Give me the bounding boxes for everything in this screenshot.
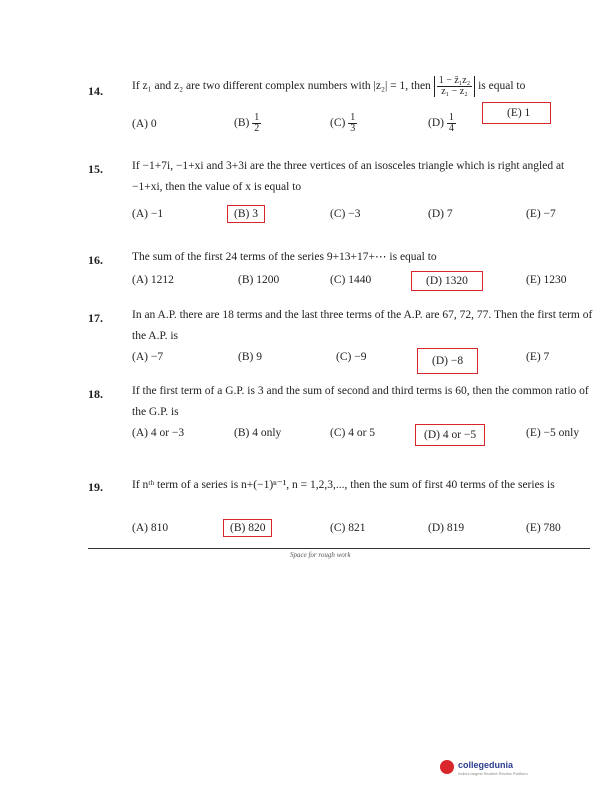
question-text: If −1+7i, −1+xi and 3+3i are the three vertices of an isosceles triangle which is right angled at −1+xi, then the value of x is equal to (132, 160, 565, 193)
question-number: 16. (88, 253, 103, 267)
options (132, 351, 602, 371)
option-d: (D) 819 (428, 522, 465, 534)
question-number: 15. (88, 162, 103, 176)
option-a: (A) 0 (132, 118, 157, 130)
expr-denominator: z₁ − z₂ (441, 86, 468, 97)
option-e: (E) 1230 (526, 274, 567, 286)
modulus-expression (434, 76, 476, 97)
section-divider (88, 548, 590, 549)
option-b: (B) 1200 (238, 274, 280, 286)
question-number: 18. (88, 387, 103, 401)
watermark-subtext: India's largest Student Review Platform (458, 771, 528, 776)
question-text (132, 76, 602, 97)
option-d: (D) $\frac{1}{4}$ (428, 112, 454, 134)
option-d: (D) 7 (428, 208, 453, 220)
option-d-marked: (D) 4 or −5 (415, 424, 485, 446)
watermark-text: collegedunia (458, 760, 514, 770)
question-text: The sum of the first 24 terms of the series 9+13+17+⋯ is equal to (132, 251, 437, 263)
option-b: (B) 4 only (234, 427, 282, 439)
rough-work-label: Space for rough work (290, 551, 351, 559)
option-a: (A) 810 (132, 522, 169, 534)
expr-numerator: 1 − z̄₁z₂ (438, 75, 471, 86)
option-e: (E) 780 (526, 522, 561, 534)
options (132, 107, 602, 138)
question-text: In an A.P. there are 18 terms and the last three terms of the A.P. are 67, 72, 77. Then the first term of the A.P. is (132, 309, 593, 342)
options (132, 208, 602, 228)
option-e: (E) −7 (526, 208, 556, 220)
question-text-pre: If z₁ and z₂ are two different complex numbers with |z₂| = 1, then (132, 80, 431, 93)
question-number: 19. (88, 480, 103, 494)
option-d-marked: (D) 1320 (411, 271, 483, 291)
option-c: (C) 4 or 5 (330, 427, 376, 439)
option-a: (A) −7 (132, 351, 164, 363)
question-text-post: is equal to (478, 80, 526, 93)
options (132, 427, 602, 447)
option-c: (C) 821 (330, 522, 366, 534)
question-text: If nᵗʰ term of a series is n+(−1)ⁿ⁻¹, n = 1,2,3,..., then the sum of first 40 terms of the series is (132, 479, 555, 491)
option-e: (E) 7 (526, 351, 550, 363)
option-c: (C) 1440 (330, 274, 372, 286)
question-text: If the first term of a G.P. is 3 and the sum of second and third terms is 60, then the common ratio of the G.P. is (132, 385, 589, 418)
option-b: (B) $\frac{1}{2}$ (234, 112, 260, 134)
collegedunia-logo-icon (440, 760, 454, 774)
options (132, 274, 602, 294)
options (132, 522, 602, 542)
option-b-marked: (B) 3 (227, 205, 265, 223)
option-c: (C) $\frac{1}{3}$ (330, 112, 356, 134)
option-a: (A) 4 or −3 (132, 427, 185, 439)
watermark (440, 758, 580, 778)
option-a: (A) 1212 (132, 274, 174, 286)
option-b: (B) 9 (238, 351, 262, 363)
option-e: (E) −5 only (526, 427, 580, 439)
option-a: (A) −1 (132, 208, 164, 220)
option-d-marked: (D) −8 (417, 348, 478, 374)
option-b-marked: (B) 820 (223, 519, 272, 537)
question-number: 14. (88, 84, 103, 98)
option-c: (C) −9 (336, 351, 367, 363)
question-number: 17. (88, 311, 103, 325)
option-e-marked: (E) 1 (482, 102, 551, 124)
option-c: (C) −3 (330, 208, 361, 220)
